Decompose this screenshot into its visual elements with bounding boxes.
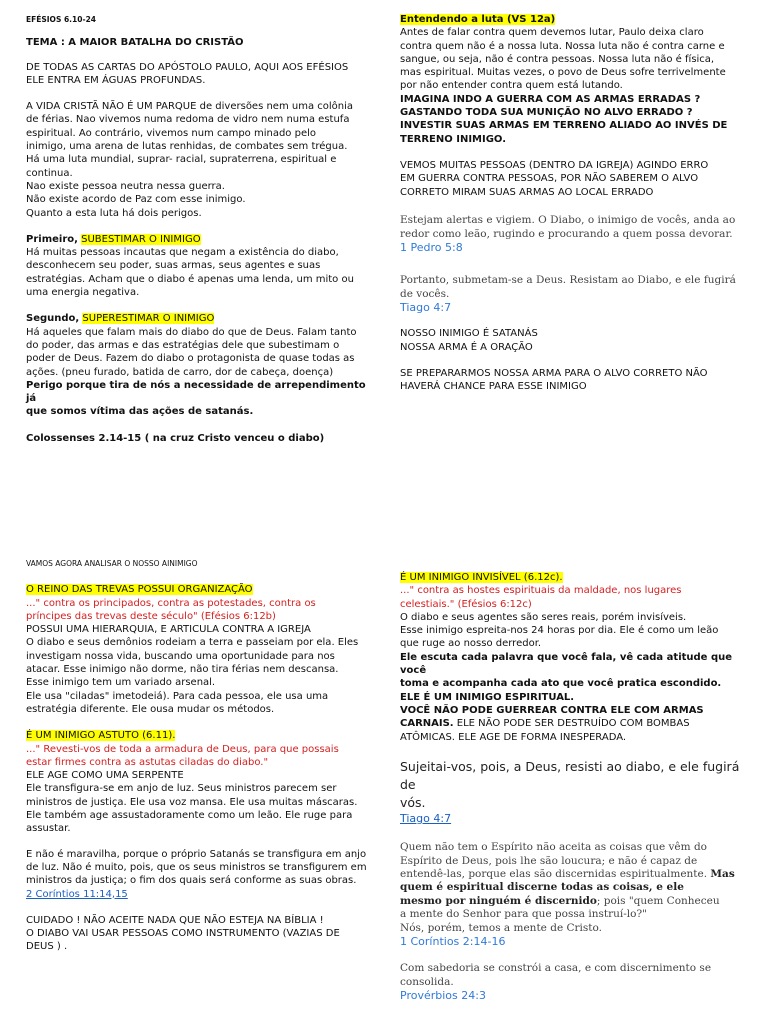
serpent-paragraph: ELE AGE COMO UMA SERPENTE Ele transfigura-se em anjo de luz. Seus ministros parecem ser ministros de justiça. Ele usa voz mansa. Ele usa muitas máscaras. Ele também age assustadoramente como um leão. Ele ruge para assustar.	[26, 770, 358, 835]
left-bottom-section	[26, 557, 376, 954]
people-fighting-paragraph: VEMOS MUITAS PESSOAS (DENTRO DA IGREJA) AGINDO ERRO EM GUERRA CONTRA PESSOAS, POR NÃO SABEREM O ALVO CORRETO MIRAM SUAS ARMAS AO LOCAL ERRADO	[400, 159, 709, 198]
colossians-reference: Colossenses 2.14-15 ( na cruz Cristo venceu o diabo)	[26, 432, 325, 444]
intro-paragraph: DE TODAS AS CARTAS DO APÓSTOLO PAULO, AQUI AOS EFÉSIOS ELE ENTRA EM ÁGUAS PROFUNDAS.	[26, 61, 349, 86]
submit-to-god-verse: Sujeitai-vos, pois, a Deus, resisti ao diabo, e ele fugirá de vós.	[400, 758, 740, 810]
fight-paragraph: Antes de falar contra quem devemos lutar, Paulo deixa claro contra quem não é a nossa luta. Nossa luta não é contra carne e sangue, ou seja, não é contra pessoas. Nossa luta não é física, mas espiritual. Muitas vezes, o povo de Deus sofre terrivelmente por não entender contra quem está lutando.	[400, 27, 726, 92]
wrong-weapons-questions: IMAGINA INDO A GUERRA COM AS ARMAS ERRADAS ? GASTANDO TODA SUA MUNIÇÃO NO ALVO ERRADO ? INVESTIR SUAS ARMAS EM TERRENO ALIADO AO INVÉS DE TERRENO INIMIGO.	[400, 93, 728, 145]
christian-life-paragraph: A VIDA CRISTÃ NÃO É UM PARQUE de diversões nem uma colônia de férias. Nao vivemos numa redoma de vidro nem numa estufa espiritual. Ao contrário, vivemos num campo minado pelo inimigo, uma arena de lutas renhidas, de combates sem trégua. Há uma luta mundial, suprar- racial, supraterrena, espiritual e continua. Nao existe pessoa neutra nessa guerra. Não existe acordo de Paz com esse inimigo. Quanto a esta luta há dois perigos.	[26, 101, 354, 219]
first-danger-section: Primeiro, SUBESTIMAR O INIMIGO Há muitas pessoas incautas que negam a existência do diabo, desconhecem seu poder, suas armas, seus agentes e suas estratégias. Acham que o diabo é apenas uma lenda, um mito ou uma energia negativa.	[26, 233, 354, 299]
prepare-weapon-statement: SE PREPARARMOS NOSSA ARMA PARA O ALVO CORRETO NÃO HAVERÁ CHANCE PARA ESSE INIMIGO	[400, 368, 708, 393]
organization-paragraph: POSSUI UMA HIERARQUIA, E ARTICULA CONTRA A IGREJA O diabo e seus demônios rodeiam a terra e passeiam por ela. Eles investigam nossa vida, buscando uma oportunidade para nos atacar. Esse inimigo não dorme, não tira férias nem descansa. Esse inimigo tem um variado arsenal. Ele usa "ciladas" imetodeiá). Para cada pessoa, ele usa uma estratégia diferente. Ele ousa mudar os métodos.	[26, 624, 359, 715]
second-danger-highlight: SUPERESTIMAR O INIMIGO	[82, 313, 215, 325]
astute-enemy-highlight: É UM INIMIGO ASTUTO (6.11).	[26, 730, 176, 742]
right-bottom-section	[400, 571, 750, 1002]
warning-paragraph: CUIDADO ! NÃO ACEITE NADA QUE NÃO ESTEJA NA BÍBLIA ! O DIABO VAI USAR PESSOAS COMO INSTRUMENTO (VAZIAS DE DEUS ) .	[26, 914, 340, 953]
verse-ref-proverbs[interactable]: Provérbios 24:3	[400, 989, 486, 1003]
ephesians-6-12c-quote: ..." contra as hostes espirituais da maldade, nos lugares celestiais." (Efésios 6:12c)	[400, 585, 682, 610]
analyze-enemy-heading: VAMOS AGORA ANALISAR O NOSSO AINIMIGO	[26, 559, 198, 568]
invisible-paragraph: O diabo e seus agentes são seres reais, porém invisíveis. Esse inimigo espreita-nos 24 horas por dia. Ele é como um leão que ruge ao nosso derredor.	[400, 611, 719, 650]
kingdom-organization-highlight: O REINO DAS TREVAS POSSUI ORGANIZAÇÃO	[26, 584, 253, 596]
verse-ref-2-corinthians[interactable]: 2 Coríntios 11:14,15	[26, 888, 128, 900]
verse-ref-james[interactable]: Tiago 4:7	[400, 301, 452, 315]
verse-james: Portanto, submetam-se a Deus. Resistam ao Diabo, e ele fugirá de vocês.	[400, 274, 736, 301]
second-danger-section: Segundo, SUPERESTIMAR O INIMIGO Há aqueles que falam mais do diabo do que de Deus. Falam tanto do poder, das armas e das estratégias dele que subestimam o poder de Deus. Fazem do diabo o protagonista de quase todas as ações. (pneu furado, batida de carro, dor de cabeça, doença) Perigo porque tira de nós a necessidade de arrependimento já que somos vítima das ações de satanás.	[26, 313, 366, 418]
spiritual-enemy-bold: Ele escuta cada palavra que você fala, vê cada atitude que você toma e acompanha cada ato que você pratica escondido. ELE É UM INIMIGO ESPIRITUAL.	[400, 651, 732, 703]
verse-ref-james-2[interactable]: Tiago 4:7	[400, 811, 452, 825]
verse-ref-1-peter[interactable]: 1 Pedro 5:8	[400, 240, 463, 254]
ephesians-6-11-quote: ..." Revesti-vos de toda a armadura de Deus, para que possais estar firmes contra as astutas ciladas do diabo."	[26, 743, 339, 768]
understanding-fight-heading: Entendendo a luta (VS 12a)	[400, 14, 556, 25]
invisible-enemy-highlight: É UM INIMIGO INVISÍVEL (6.12c).	[400, 572, 563, 583]
enemy-weapon-statement: NOSSO INIMIGO É SATANÁS NOSSA ARMA É A ORAÇÃO	[400, 328, 538, 353]
left-top-section	[26, 13, 376, 445]
first-danger-highlight: SUBESTIMAR O INIMIGO	[81, 233, 201, 245]
ephesians-6-12b-quote: ..." contra os principados, contra as potestades, contra os príncipes das trevas deste século" (Efésios 6:12b)	[26, 597, 316, 622]
right-top-section	[400, 13, 750, 394]
sermon-theme: TEMA : A MAIOR BATALHA DO CRISTÃO	[26, 37, 244, 49]
verse-1-peter: Estejam alertas e vigiem. O Diabo, o inimigo de vocês, anda ao redor como leão, rugindo e procurando a quem possa devorar.	[400, 213, 736, 240]
corinthians-quote: E não é maravilha, porque o próprio Satanás se transfigura em anjo de luz. Não é muito, pois, que os seus ministros se transfigurem em ministros da justiça; o fim dos quais será conforme as suas obras.	[26, 848, 367, 887]
carnal-weapons-paragraph: VOCÊ NÃO PODE GUERREAR CONTRA ELE COM ARMAS CARNAIS. ELE NÃO PODE SER DESTRUÍDO COM BOMBAS ATÔMICAS. ELE AGE DE FORMA INESPERADA.	[400, 704, 704, 743]
spiritual-discernment-verse: Quem não tem o Espírito não aceita as coisas que vêm do Espírito de Deus, pois lhe são loucura; e não é capaz de entendê-las, porque elas são discernidas espiritualmente. Mas quem é espiritual discerne todas as coisas, e ele mesmo por ninguém é discernido; pois "quem Conheceu a mente do Senhor para que possa instruí-lo?" Nós, porém, temos a mente de Cristo.	[400, 841, 735, 934]
wisdom-verse: Com sabedoria se constrói a casa, e com discernimento se consolida.	[400, 962, 712, 988]
scripture-reference: EFÉSIOS 6.10-24	[26, 15, 97, 24]
verse-ref-1-corinthians[interactable]: 1 Coríntios 2:14-16	[400, 935, 506, 948]
